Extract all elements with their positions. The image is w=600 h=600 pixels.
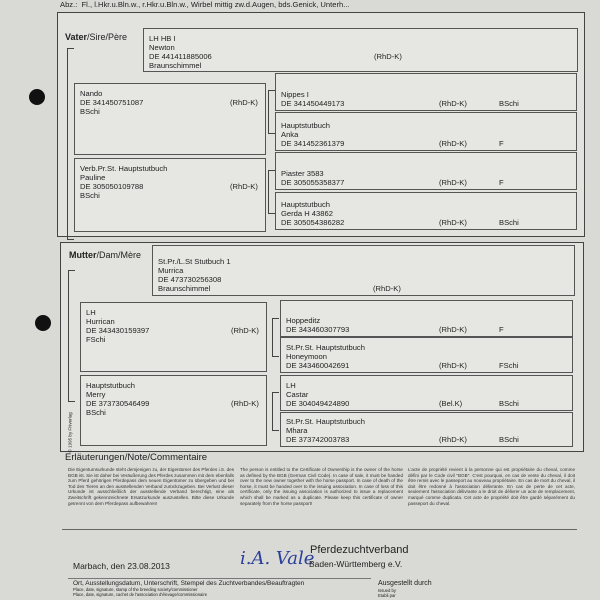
note-german: Die Eigentumsurkunde steht demjenigen zu, der Eigentümer des Pferdes i.S. des BGB ist. Sie ist daher bei Veräußerung des Pferdes zusammen mit dem ebenfalls zum Pferd gehörigen Pferdepass dem neuen Eigentümer zu übergeben und bei Tod des Tieres an den ausstellenden Verband zurückzugeben. Bei Verlust dieser Urkunde ist ausschließlich der ausstellende Verband berechtigt, eine als Zweitschrift gekennzeichnete Ersatzurkunde auszustellen. Bitte diese Urkunde getrennt von dem Pferdepass aufbewahren! <box>68 467 234 506</box>
blood-type: (RhD-K) <box>439 361 467 370</box>
dam-sire-dam-box <box>280 337 573 373</box>
horse-line: Hauptstutbuch <box>281 200 330 209</box>
blood-type: (RhD-K) <box>231 326 259 335</box>
coat-color: BSchi <box>499 399 519 408</box>
pedigree-connector <box>67 48 74 240</box>
horse-line: DE 305050109788 <box>80 182 144 191</box>
horse-line: St.Pr.St. Hauptstutbuch <box>286 417 365 426</box>
notes-title-rest: /Note/Commentaire <box>124 452 208 463</box>
caption-de: Ort, Ausstellungsdatum, Unterschrift, Stempel des Zuchtverbandes/Beauftragten <box>73 580 305 587</box>
note-english: The person is entitled to the Certificate of Ownership is the owner of the horse as defined by the BGB (German Civil Code). In case of sale, it must be handed over to the new owner together with the horse passport. In case of death of the horse, it must be handed over to the issuing association. In case of loss of this certificate, only the issuing association is authorized to issue a replacement which shall be marked as a duplicate. Please keep this certificate of owner separately from the horse passport! <box>240 467 403 506</box>
horse-line: Piaster 3583 <box>281 169 324 178</box>
coat-color: BSchi <box>499 99 519 108</box>
markings-label: Abz.: <box>60 0 78 9</box>
horse-line: Murrica <box>158 266 184 275</box>
issued-by <box>378 580 432 598</box>
caption-fr: Place, date, signature, cachet de l'association d'élevage/commissionaire <box>73 592 208 597</box>
horse-line: Mhara <box>286 426 308 435</box>
dam-sire-sire-box <box>280 300 573 337</box>
sire-dam-sire-box <box>275 152 577 190</box>
sire-section-label <box>65 32 127 42</box>
sire-label-rest: /Sire/Père <box>87 32 128 42</box>
signature: i.A. Vale <box>240 548 315 569</box>
sire-sire-box <box>74 83 266 155</box>
horse-line: DE 441411885006 <box>149 52 212 61</box>
punch-hole <box>29 89 45 105</box>
horse-line: Hauptstutbuch <box>86 381 135 390</box>
coat-color: F <box>499 325 504 334</box>
place-date: Marbach, den 23.08.2013 <box>73 561 170 571</box>
blood-type: (RhD-K) <box>230 98 258 107</box>
coat-color: BSchi <box>499 218 519 227</box>
note-french: L'acte de propriété revient à la personne qui est propriétaire du cheval, comme défini par le Code civil "BGB". C'est pourquoi, en cas de vente du cheval, il doit être remis avec le passeport au nouveau propriétaire. En cas de mort du cheval, il doit être redonné à l'association délivrante. En cas de perte de cet acte, seulement l'association délivrante a le droit de délivrer un acte de remplacement, marqué comme duplicata. Cet acte de propriété doit être gardé séparément du passeport du cheval. <box>408 467 575 506</box>
blood-type: (RhD-K) <box>439 178 467 187</box>
horse-line: LH HB I <box>149 34 176 43</box>
sire-dam-dam-box <box>275 192 577 230</box>
horse-line: LH <box>86 308 96 317</box>
pedigree-connector <box>268 170 275 214</box>
copyright: © 1995 by FNverlag <box>67 412 73 453</box>
caption <box>73 580 304 597</box>
horse-line: BSchi <box>86 408 106 417</box>
notes-title <box>65 452 207 463</box>
horse-line: Nando <box>80 89 103 98</box>
horse-line: Hauptstutbuch <box>281 121 330 130</box>
coat-color: F <box>499 178 504 187</box>
horse-line: Merry <box>86 390 106 399</box>
issued-fr: Etabli par <box>378 593 396 598</box>
horse-line: BSchi <box>80 107 100 116</box>
horse-line: DE 304049424890 <box>286 399 350 408</box>
sire-dam-box <box>74 158 266 232</box>
issued-en: Issued by <box>378 588 396 593</box>
horse-line: BSchi <box>80 191 100 200</box>
org-region: Baden-Württemberg e.V. <box>309 559 403 569</box>
horse-line: Newton <box>149 43 175 52</box>
horse-line: DE 373742003783 <box>286 435 350 444</box>
horse-line: DE 343430159397 <box>86 326 150 335</box>
horse-line: St.Pr.St. Hauptstutbuch <box>286 343 365 352</box>
blood-type: (RhD-K) <box>230 182 258 191</box>
pedigree-connector <box>268 90 275 134</box>
signature-line <box>68 578 371 579</box>
horse-line: DE 341450449173 <box>281 99 345 108</box>
divider <box>62 529 577 530</box>
horse-line: Braunschimmel <box>158 284 211 293</box>
blood-type: (RhD-K) <box>439 325 467 334</box>
dam-dam-dam-box <box>280 412 573 447</box>
sire-box <box>143 28 578 72</box>
blood-type: (RhD-K) <box>374 52 402 61</box>
horse-line: DE 305054386282 <box>281 218 345 227</box>
horse-line: Anka <box>281 130 299 139</box>
coat-color: FSchi <box>499 361 519 370</box>
horse-line: Hoppeditz <box>286 316 321 325</box>
horse-line: DE 341452361379 <box>281 139 345 148</box>
horse-line: Braunschimmel <box>149 61 202 70</box>
punch-hole <box>35 315 51 331</box>
issued-de: Ausgestellt durch <box>378 580 432 587</box>
markings <box>60 0 350 9</box>
dam-label-rest: /Dam/Mère <box>96 250 142 260</box>
coat-color: F <box>499 139 504 148</box>
horse-line: DE 473730256308 <box>158 275 222 284</box>
horse-line: DE 373730546499 <box>86 399 150 408</box>
dam-dam-sire-box <box>280 375 573 411</box>
coat-color: BSchi <box>499 435 519 444</box>
horse-line: Gerda H 43862 <box>281 209 333 218</box>
blood-type: (RhD-K) <box>439 99 467 108</box>
horse-line: Verb.Pr.St. Hauptstutbuch <box>80 164 168 173</box>
horse-line: St.Pr./L.St Stutbuch 1 <box>158 257 231 266</box>
blood-type: (RhD-K) <box>439 139 467 148</box>
dam-label-bold: Mutter <box>69 250 97 260</box>
horse-line: Nippes I <box>281 90 309 99</box>
horse-line: Honeymoon <box>286 352 327 361</box>
horse-line: Hurrican <box>86 317 115 326</box>
horse-line: DE 343460042691 <box>286 361 350 370</box>
dam-dam-box <box>80 375 267 446</box>
org-name: Pferdezuchtverband <box>310 544 409 556</box>
pedigree-connector <box>68 270 75 402</box>
caption-en: Place, date, signature, stamp of the breeding society/commissioner <box>73 587 198 592</box>
markings-text: Fl., l.Hkr.u.Bln.w., r.Hkr.u.Bln.w., Wirbel mittig zw.d.Augen, bds.Genick, Unterh... <box>81 0 350 9</box>
dam-section-label <box>69 250 141 260</box>
blood-type: (RhD-K) <box>231 399 259 408</box>
notes-title-bold: Erläuterungen <box>65 452 125 463</box>
sire-label-bold: Vater <box>65 32 88 42</box>
horse-line: DE 305055358377 <box>281 178 345 187</box>
horse-line: Pauline <box>80 173 106 182</box>
blood-type: (RhD-K) <box>439 218 467 227</box>
horse-line: DE 343460307793 <box>286 325 350 334</box>
pedigree-connector <box>272 392 279 431</box>
blood-type: (RhD-K) <box>373 284 401 293</box>
dam-sire-box <box>80 302 267 372</box>
horse-line: DE 341450751087 <box>80 98 144 107</box>
horse-line: Castar <box>286 390 309 399</box>
blood-type: (RhD-K) <box>439 435 467 444</box>
horse-line: LH <box>286 381 296 390</box>
pedigree-connector <box>272 318 279 357</box>
blood-type: (Bel.K) <box>439 399 463 408</box>
sire-sire-dam-box <box>275 112 577 151</box>
sire-sire-sire-box <box>275 73 577 111</box>
horse-line: FSchi <box>86 335 106 344</box>
dam-box <box>152 245 575 296</box>
